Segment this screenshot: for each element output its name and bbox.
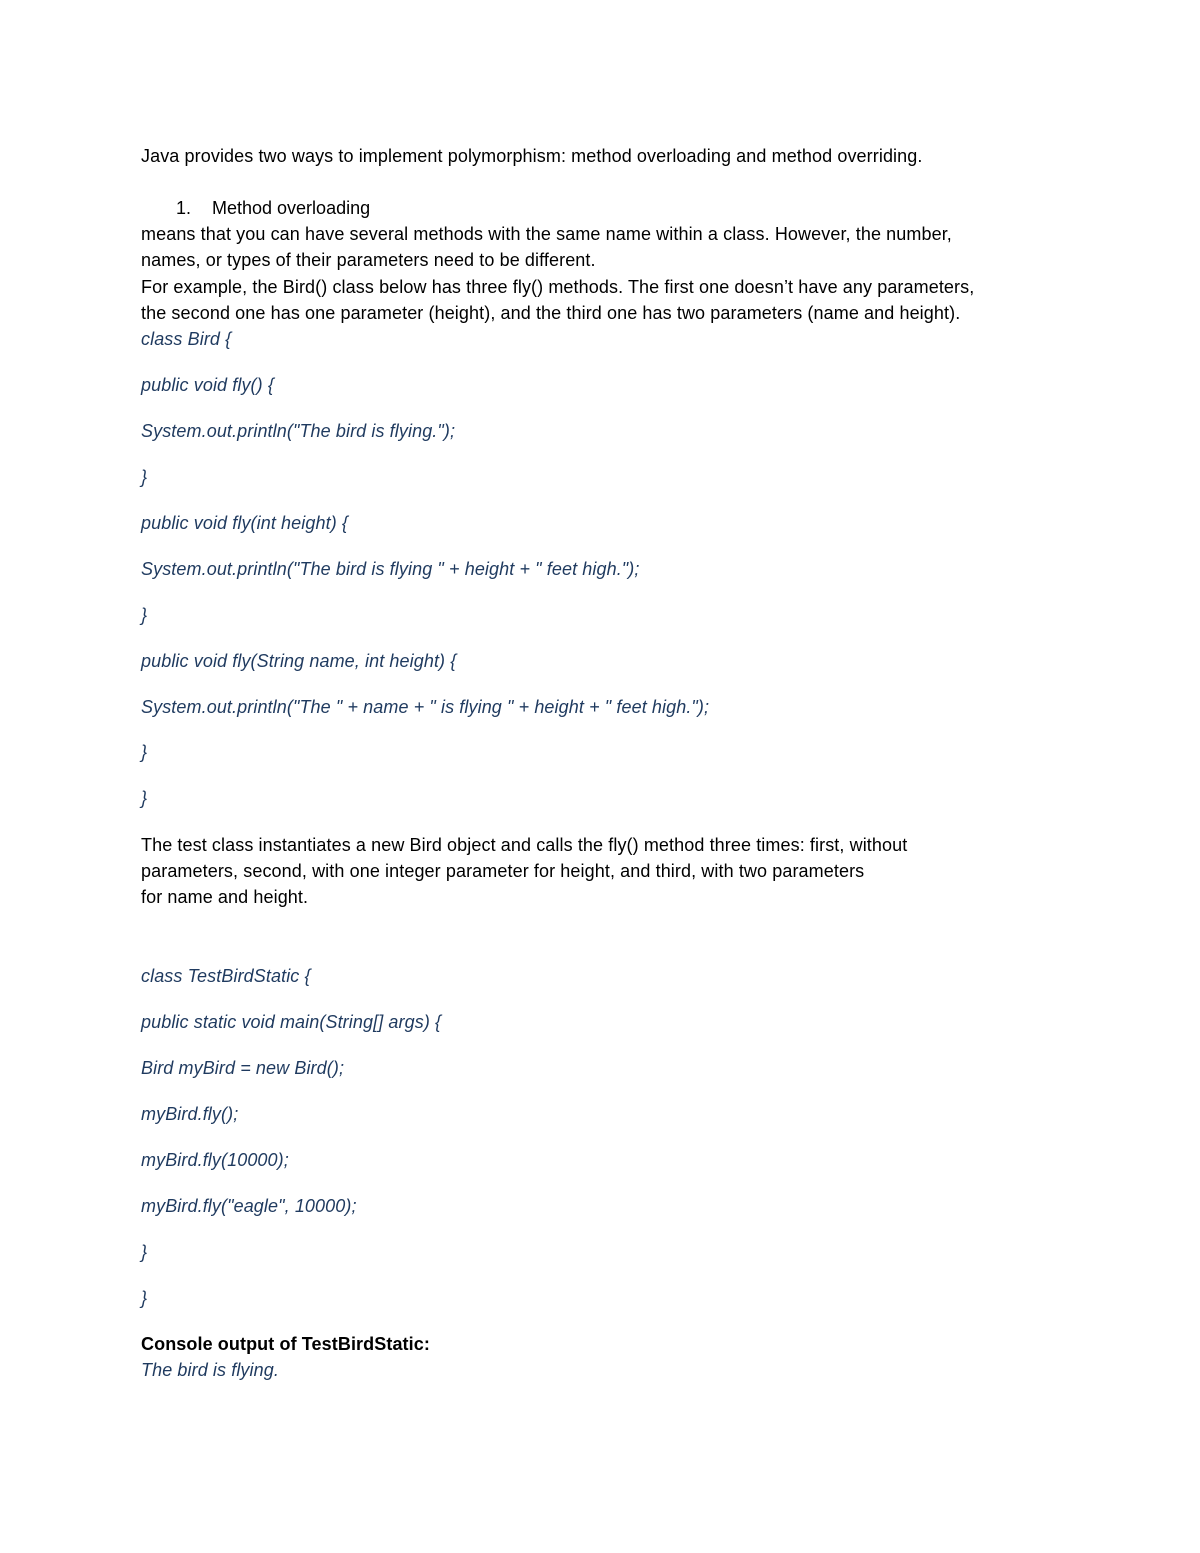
code-line: }: [141, 467, 148, 487]
overloading-desc-line: the second one has one parameter (height), and the third one has two parameters (name and height).: [141, 303, 961, 323]
overloading-desc-line: names, or types of their parameters need to be different.: [141, 250, 596, 270]
code-line: myBird.fly();: [141, 1104, 239, 1124]
console-output: The bird is flying.: [141, 1360, 279, 1380]
test-desc-line: parameters, second, with one integer parameter for height, and third, with two parameters: [141, 861, 865, 881]
code-line: }: [141, 788, 148, 808]
console-heading: Console output of TestBirdStatic:: [141, 1334, 430, 1354]
code-line: System.out.println("The bird is flying " + height + " feet high.");: [141, 559, 640, 579]
code-line: System.out.println("The bird is flying.");: [141, 421, 456, 441]
code-line: public void fly(int height) {: [141, 513, 349, 533]
test-desc-line: for name and height.: [141, 887, 309, 907]
intro-paragraph: Java provides two ways to implement polymorphism: method overloading and method overriding.: [141, 146, 923, 166]
code-line: System.out.println("The " + name + " is flying " + height + " feet high.");: [141, 697, 710, 717]
code-line: }: [141, 1288, 148, 1308]
code-line: myBird.fly("eagle", 10000);: [141, 1196, 357, 1216]
list-item-title: Method overloading: [212, 198, 371, 218]
code-line: class TestBirdStatic {: [141, 966, 311, 986]
list-item-number: 1.: [176, 198, 192, 218]
code-line: }: [141, 742, 148, 762]
code-line: public void fly(String name, int height) {: [141, 651, 457, 671]
code-line: }: [141, 605, 148, 625]
code-line: class Bird {: [141, 329, 232, 349]
overloading-desc-line: means that you can have several methods with the same name within a class. However, the number,: [141, 224, 952, 244]
overloading-desc-line: For example, the Bird() class below has three fly() methods. The first one doesn’t have any parameters,: [141, 277, 975, 297]
code-line: }: [141, 1242, 148, 1262]
code-line: public void fly() {: [141, 375, 274, 395]
test-desc-line: The test class instantiates a new Bird object and calls the fly() method three times: first, without: [141, 835, 908, 855]
code-line: myBird.fly(10000);: [141, 1150, 289, 1170]
code-line: public static void main(String[] args) {: [141, 1012, 442, 1032]
code-line: Bird myBird = new Bird();: [141, 1058, 345, 1078]
